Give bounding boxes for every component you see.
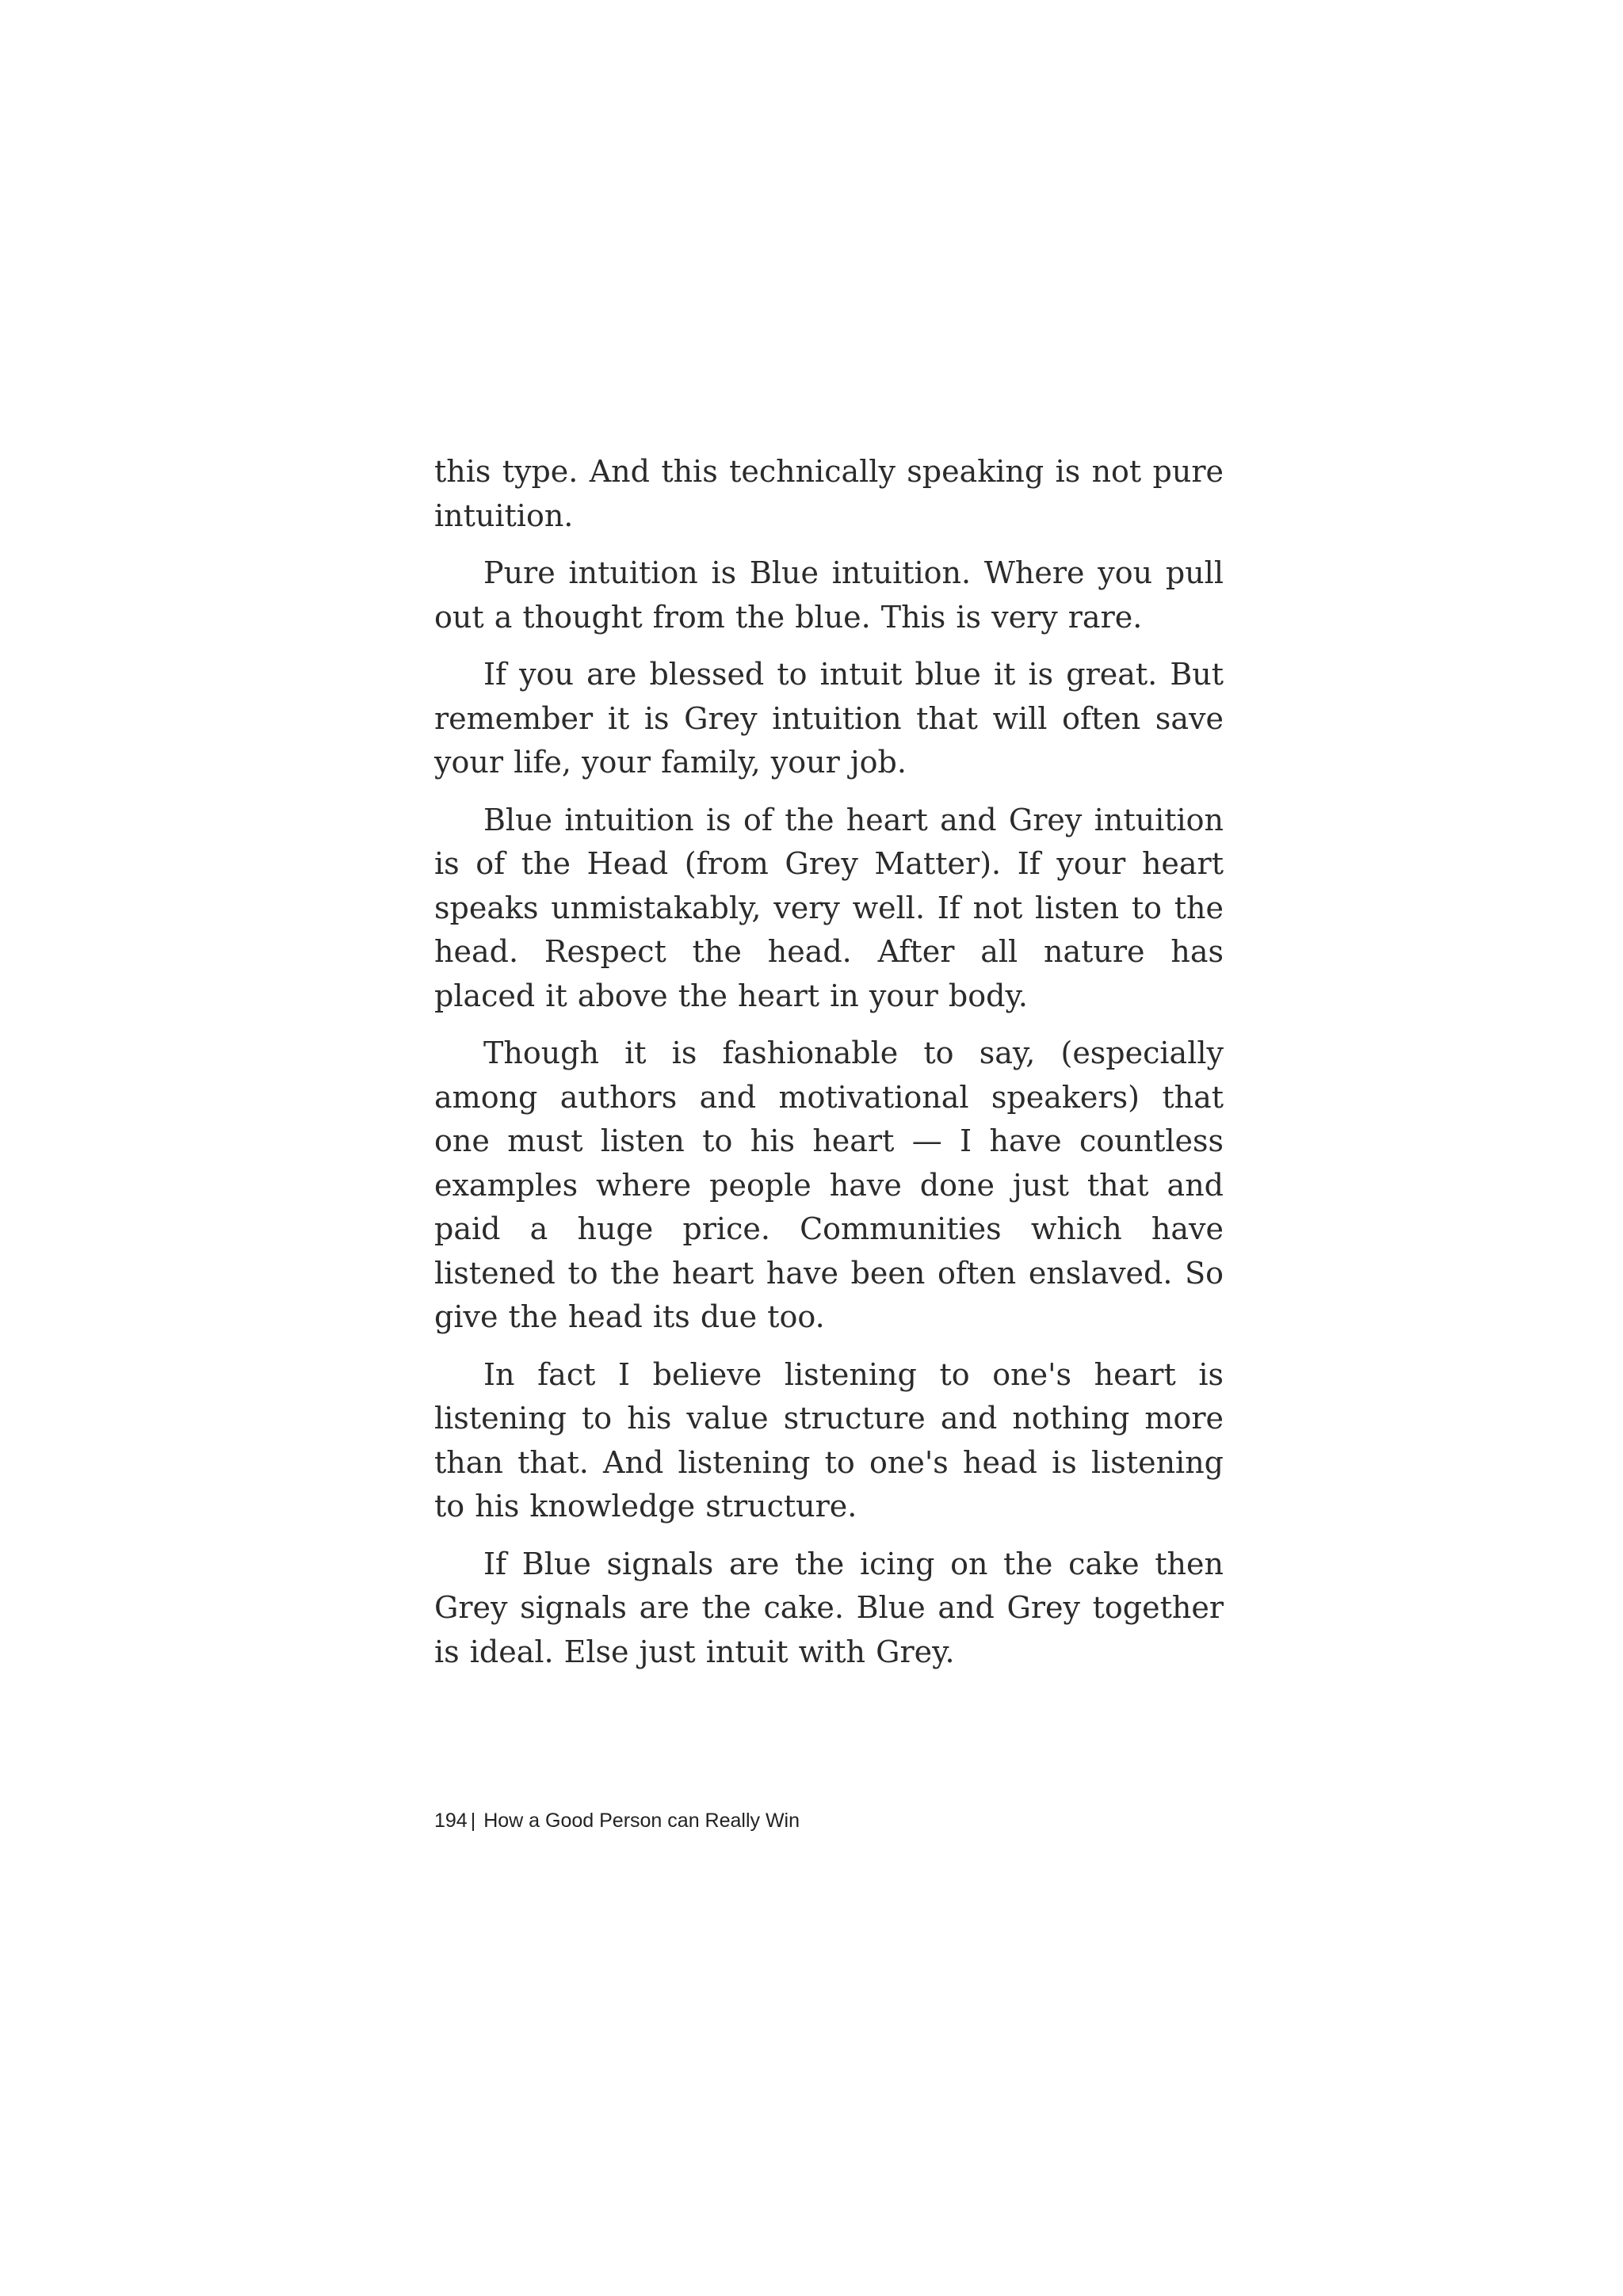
paragraph: Though it is fashionable to say, (especially among authors and motivational speakers) that one must listen to his heart — I have countless examples where people have done just that and paid a huge price. Communities which have listened to the heart have been often enslaved. So give the head its due too. [434, 1035, 1224, 1334]
page-footer [434, 1810, 800, 1833]
paragraph: this type. And this technically speaking is not pure intuition. [434, 454, 1224, 533]
paragraph: Blue intuition is of the heart and Grey intuition is of the Head (from Grey Matter). If your heart speaks unmistakably, very well. If not listen to the head. Respect the head. After all nature has placed it above the heart in your body. [434, 802, 1224, 1013]
paragraph: Pure intuition is Blue intuition. Where you pull out a thought from the blue. This is very rare. [434, 555, 1224, 635]
paragraph: If you are blessed to intuit blue it is great. But remember it is Grey intuition that will often save your life, your family, your job. [434, 657, 1224, 780]
footer-separator: | [470, 1810, 476, 1832]
page-number: 194 [434, 1810, 468, 1832]
body-text [434, 450, 1224, 1688]
running-title: How a Good Person can Really Win [483, 1810, 800, 1832]
paragraph: If Blue signals are the icing on the cake then Grey signals are the cake. Blue and Grey together is ideal. Else just intuit with Grey. [434, 1546, 1224, 1669]
paragraph: In fact I believe listening to one's heart is listening to his value structure and nothing more than that. And listening to one's head is listening to his knowledge structure. [434, 1356, 1224, 1524]
